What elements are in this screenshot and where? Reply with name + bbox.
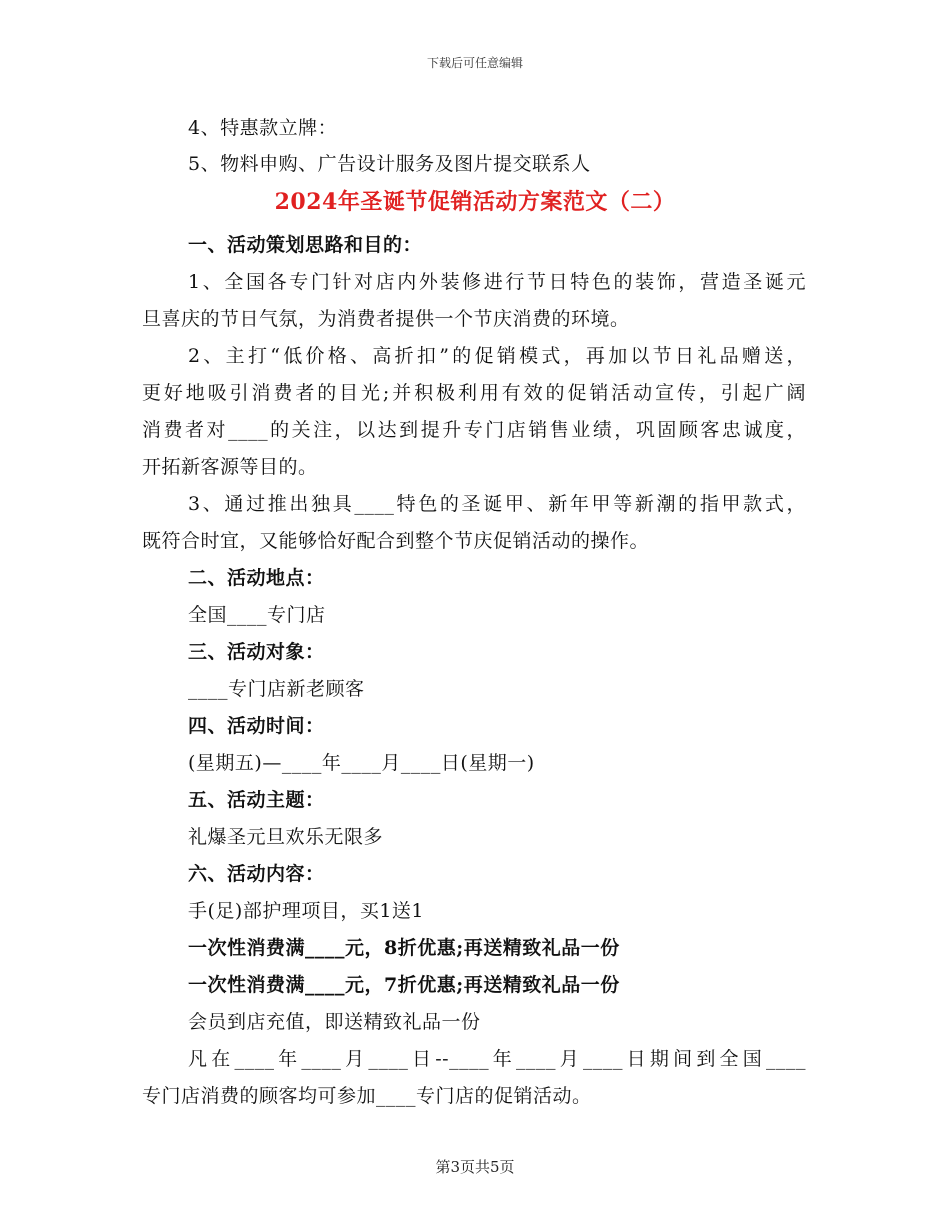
list-item-5: 5、物料申购、广告设计服务及图片提交联系人	[188, 153, 591, 175]
list-item-4: 4、特惠款立牌：	[188, 117, 338, 139]
page-header: 下载后可任意编辑	[426, 56, 523, 70]
paragraph-2-line-3	[142, 418, 806, 442]
section-heading-4: 四、活动时间：	[188, 715, 325, 737]
paragraph-text: 1、全国各专门针对店内外装修进行节日特色的装饰，营造圣诞元	[188, 271, 806, 293]
paragraph-3-line-1	[188, 492, 806, 516]
section-heading-5: 五、活动主题：	[188, 789, 325, 811]
section-heading-6: 六、活动内容：	[188, 863, 325, 885]
content-item-1: 手(足)部护理项目，买1送1	[188, 900, 425, 922]
document-title: 2024年圣诞节促销活动方案范文（二）	[274, 189, 676, 215]
location-text: 全国____专门店	[188, 604, 326, 626]
paragraph-2-line-2	[142, 381, 806, 405]
section-heading-2: 二、活动地点：	[188, 567, 325, 589]
paragraph-text: 消费者对____的关注，以达到提升专门店销售业绩，巩固顾客忠诚度，	[142, 419, 806, 441]
paragraph-1-line-1	[188, 270, 806, 294]
paragraph-text: 2、主打“低价格、高折扣”的促销模式，再加以节日礼品赠送，	[188, 345, 806, 367]
paragraph-text: 凡在____年____月____日--____年____月____日期间到全国____	[188, 1048, 806, 1070]
paragraph-3-line-2: 既符合时宜，又能够恰好配合到整个节庆促销活动的操作。	[142, 530, 650, 552]
section-heading-3: 三、活动对象：	[188, 641, 325, 663]
closing-line-2: 专门店消费的顾客均可参加____专门店的促销活动。	[142, 1085, 592, 1107]
section-heading-1: 一、活动策划思路和目的：	[188, 234, 423, 256]
content-item-2: 一次性消费满____元，8折优惠;再送精致礼品一份	[188, 937, 620, 959]
target-audience-text: ____专门店新老顾客	[188, 678, 365, 700]
paragraph-text: 更好地吸引消费者的目光;并积极利用有效的促销活动宣传，引起广阔	[142, 382, 806, 404]
paragraph-2-line-1	[188, 344, 806, 368]
paragraph-2-line-4: 开拓新客源等目的。	[142, 456, 318, 478]
closing-line-1	[188, 1047, 806, 1071]
event-time-text: (星期五)—____年____月____日(星期一)	[188, 752, 535, 774]
event-theme-text: 礼爆圣元旦欢乐无限多	[188, 826, 384, 848]
content-item-3: 一次性消费满____元，7折优惠;再送精致礼品一份	[188, 974, 620, 996]
content-item-4: 会员到店充值，即送精致礼品一份	[188, 1011, 481, 1033]
paragraph-text: 3、通过推出独具____特色的圣诞甲、新年甲等新潮的指甲款式，	[188, 493, 806, 515]
page-footer: 第3页共5页	[435, 1158, 515, 1176]
paragraph-1-line-2: 旦喜庆的节日气氛，为消费者提供一个节庆消费的环境。	[142, 308, 630, 330]
